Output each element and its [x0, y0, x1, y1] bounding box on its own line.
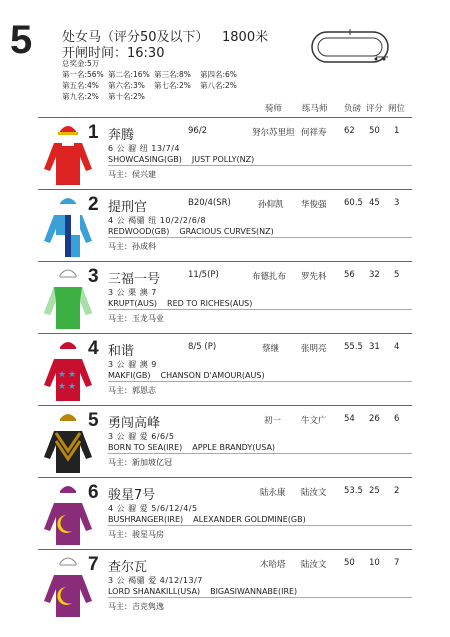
horse-number: 6: [88, 482, 99, 503]
weight: 53.5: [344, 486, 363, 496]
owner: 马主：郭恩志: [108, 386, 156, 395]
entry-row: [0, 117, 450, 187]
trainer-name: 何祥寿: [301, 128, 327, 138]
race-distance: 1800米: [222, 30, 269, 45]
horse-info: 3 公 骝 爱 6/6/5: [108, 432, 175, 441]
horse-info: 3 公 褐骝 爱 4/12/13/7: [108, 576, 203, 585]
sire: LORD SHANAKILL(USA): [108, 587, 201, 596]
prize-distribution: [62, 69, 282, 102]
jockey-name: 布德扎布: [252, 272, 287, 282]
rating: 26: [369, 414, 380, 424]
divider: [38, 189, 412, 190]
owner-divider: [108, 165, 412, 166]
horse-name: 和谐: [108, 344, 135, 359]
sire: BUSHRANGER(IRE): [108, 515, 184, 524]
trainer-name: 张明亮: [301, 344, 327, 354]
horse-number: 5: [88, 410, 99, 431]
trainer-name: 罗先科: [301, 272, 327, 282]
owner: 马主：吉克隽逸: [108, 602, 164, 611]
pedigree: [108, 299, 252, 308]
divider: [38, 549, 412, 550]
trainer-name: 陆汝文: [301, 560, 327, 570]
entry-row: [0, 549, 450, 619]
handicap: 11/5(P): [188, 270, 219, 280]
owner-divider: [108, 309, 412, 310]
owner-divider: [108, 597, 412, 598]
draw: 5: [394, 270, 400, 280]
jockey-name: 初一: [264, 416, 282, 426]
draw: 6: [394, 414, 400, 424]
pedigree: [108, 587, 297, 596]
purse: 总奖金:5万: [62, 59, 100, 68]
weight: 55.5: [344, 342, 363, 352]
sire: BORN TO SEA(IRE): [108, 443, 183, 452]
track-diagram-icon: [310, 27, 392, 67]
sire: KRUPT(AUS): [108, 299, 158, 308]
weight: 60.5: [344, 198, 363, 208]
draw: 7: [394, 558, 400, 568]
entry-row: [0, 189, 450, 259]
header-weight: 负磅: [344, 104, 362, 114]
pedigree: [108, 515, 306, 524]
handicap: 8/5 (P): [188, 342, 217, 352]
race-number: 5: [10, 18, 33, 62]
rating: 32: [369, 270, 380, 280]
pedigree: [108, 371, 265, 380]
dam: CHANSON D'AMOUR(AUS): [160, 371, 265, 380]
sire: SHOWCASING(GB): [108, 155, 182, 164]
dam: ALEXANDER GOLDMINE(GB): [193, 515, 306, 524]
handicap: B20/4(SR): [188, 198, 231, 208]
rating: 25: [369, 486, 380, 496]
prize-4: 第四名:6%: [200, 70, 237, 79]
horse-info: 3 公 栗 澳 7: [108, 288, 157, 297]
owner-divider: [108, 525, 412, 526]
divider: [38, 261, 412, 262]
weight: 50: [344, 558, 355, 568]
trainer-name: 陆汝文: [301, 488, 327, 498]
owner-divider: [108, 453, 412, 454]
rating: 31: [369, 342, 380, 352]
divider: [38, 333, 412, 334]
trainer-name: 华俊强: [301, 200, 327, 210]
horse-number: 2: [88, 194, 99, 215]
horse-name: 奔腾: [108, 128, 135, 143]
draw: 4: [394, 342, 400, 352]
prize-2: 第二名:16%: [108, 70, 150, 79]
prize-7: 第七名:2%: [154, 81, 191, 90]
owner: 马主：玉龙马业: [108, 314, 164, 323]
horse-info: 3 公 骝 澳 9: [108, 360, 157, 369]
prize-10: 第十名:2%: [108, 92, 145, 101]
entry-row: [0, 333, 450, 403]
pedigree: [108, 155, 254, 164]
horse-name: 查尔瓦: [108, 560, 148, 575]
owner: 马主：新加坡亿冠: [108, 458, 172, 467]
entry-row: [0, 261, 450, 331]
horse-info: 4 公 褐骝 纽 10/2/2/6/8: [108, 216, 207, 225]
header-jockey: 骑师: [265, 104, 283, 114]
horse-name: 骏星7号: [108, 488, 156, 503]
prize-9: 第九名:2%: [62, 92, 99, 101]
sire: REDWOOD(GB): [108, 227, 170, 236]
prize-1: 第一名:56%: [62, 70, 104, 79]
horse-number: 1: [88, 122, 99, 143]
horse-info: 6 公 骝 纽 13/7/4: [108, 144, 181, 153]
rating: 10: [369, 558, 380, 568]
weight: 56: [344, 270, 355, 280]
owner-divider: [108, 381, 412, 382]
svg-text:★: ★: [58, 382, 67, 392]
header-rating: 评分: [366, 104, 384, 114]
owner-divider: [108, 237, 412, 238]
svg-text:★: ★: [68, 382, 77, 392]
jockey-name: 木哈塔: [260, 560, 286, 570]
divider: [38, 117, 412, 118]
divider: [38, 405, 412, 406]
jockey-name: 努尔苏里坦: [252, 128, 295, 138]
weight: 54: [344, 414, 355, 424]
draw: 2: [394, 486, 400, 496]
prize-6: 第六名:3%: [108, 81, 145, 90]
rating: 50: [369, 126, 380, 136]
dam: GRACIOUS CURVES(NZ): [179, 227, 274, 236]
horse-name: 勇闯高峰: [108, 416, 161, 431]
race-title: 处女马（评分50及以下）: [62, 30, 209, 45]
prize-8: 第八名:2%: [200, 81, 237, 90]
dam: JUST POLLY(NZ): [191, 155, 255, 164]
prize-3: 第三名:8%: [154, 70, 191, 79]
trainer-name: 牛文广: [301, 416, 327, 426]
horse-name: 提刑官: [108, 200, 148, 215]
dam: BIGASIWANNABE(IRE): [210, 587, 298, 596]
weight: 62: [344, 126, 355, 136]
pedigree: [108, 443, 275, 452]
svg-text:★: ★: [68, 370, 77, 380]
pedigree: [108, 227, 274, 236]
dam: APPLE BRANDY(USA): [192, 443, 276, 452]
horse-number: 4: [88, 338, 99, 359]
svg-text:★: ★: [58, 370, 67, 380]
rating: 45: [369, 198, 380, 208]
jockey-name: 陆永康: [260, 488, 286, 498]
owner: 马主：骏星马房: [108, 530, 164, 539]
prize-5: 第五名:4%: [62, 81, 99, 90]
handicap: 96/2: [188, 126, 208, 136]
entry-row: [0, 477, 450, 547]
horse-number: 3: [88, 266, 99, 287]
horse-name: 三福一号: [108, 272, 161, 287]
header-trainer: 练马师: [302, 104, 328, 114]
sire: MAKFI(GB): [108, 371, 151, 380]
jockey-name: 孙仰凯: [258, 200, 284, 210]
header-draw: 闸位: [388, 104, 406, 114]
jockey-name: 蔡继: [262, 344, 280, 354]
horse-info: 4 公 骝 爱 5/6/12/4/5: [108, 504, 198, 513]
start-time: 开闸时间：16:30: [62, 46, 165, 61]
draw: 1: [394, 126, 400, 136]
horse-number: 7: [88, 554, 99, 575]
draw: 3: [394, 198, 400, 208]
entry-row: [0, 405, 450, 475]
dam: RED TO RICHES(AUS): [167, 299, 253, 308]
owner: 马主：侯兴建: [108, 170, 156, 179]
owner: 马主：孙成科: [108, 242, 156, 251]
divider: [38, 477, 412, 478]
